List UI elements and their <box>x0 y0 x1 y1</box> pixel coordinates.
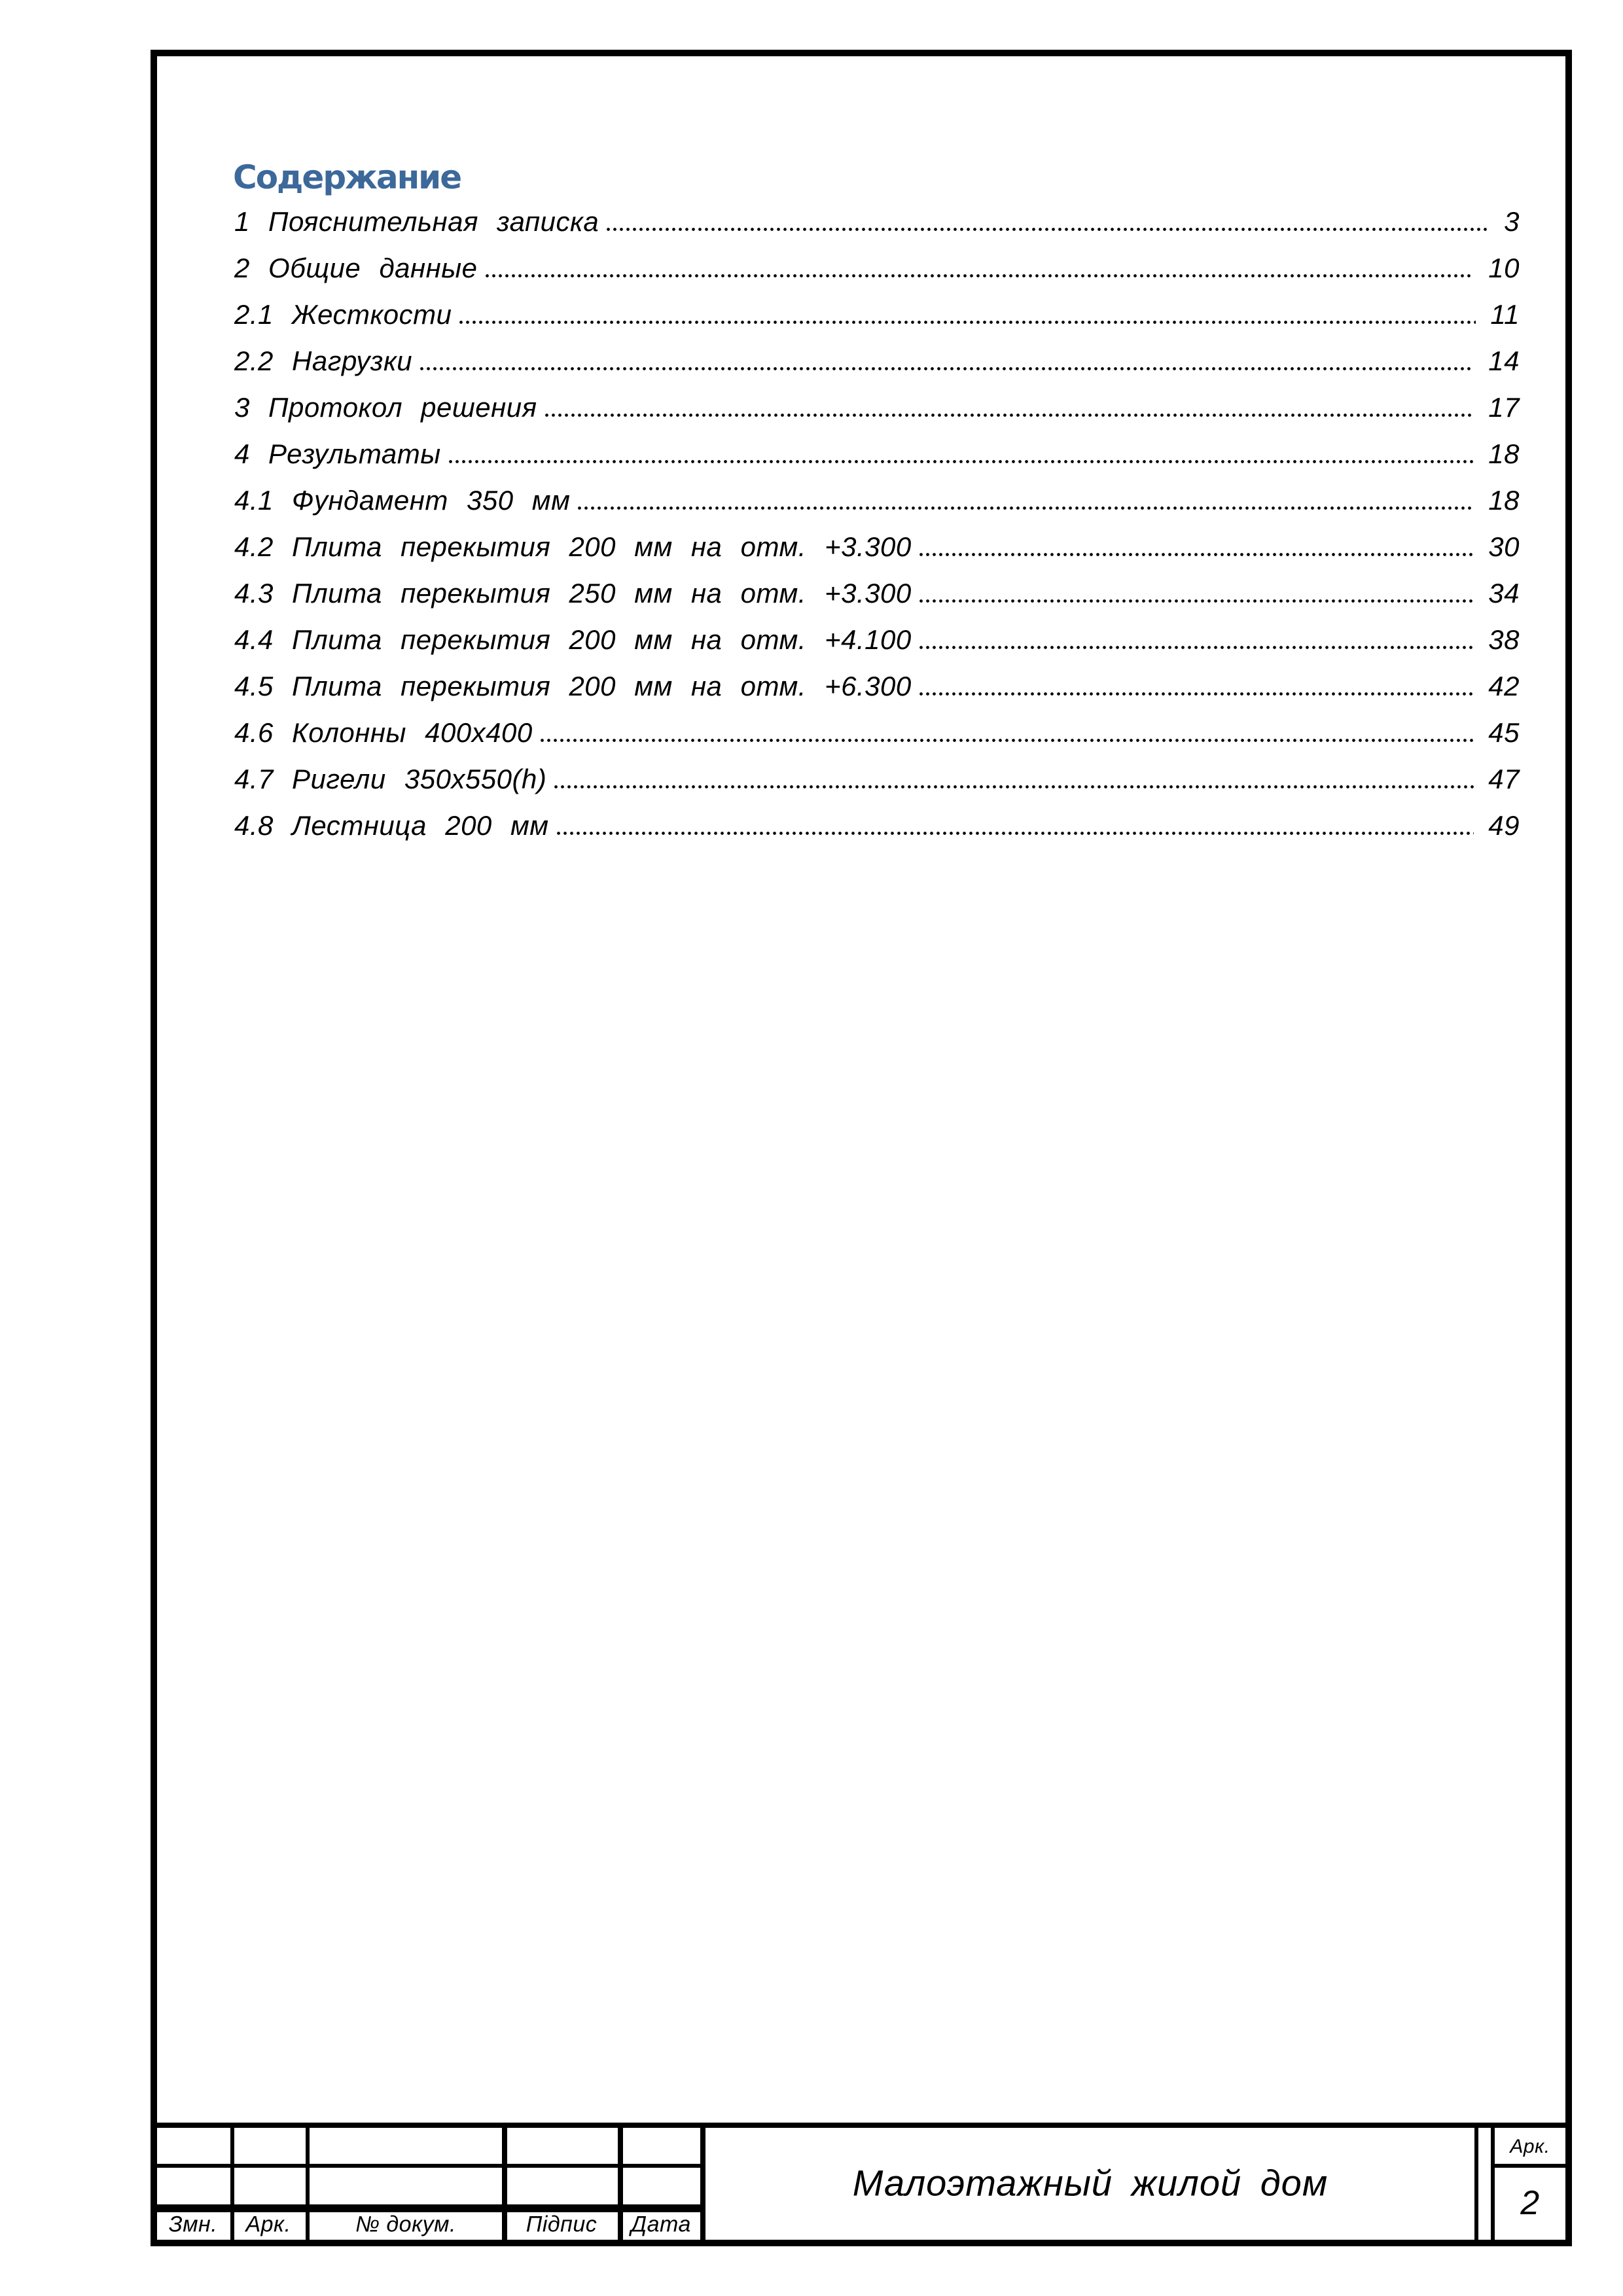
toc-entry-label: 2.1 Жесткости <box>234 298 452 330</box>
toc-page-number: 17 <box>1488 391 1520 423</box>
toc-entry-label: 4 Результаты <box>234 438 441 469</box>
title-block-label-date: Дата <box>631 2212 691 2237</box>
toc-entry-label: 4.8 Лестница 200 мм <box>234 809 549 841</box>
toc-page-number: 47 <box>1488 763 1520 794</box>
title-block-line <box>1491 2164 1571 2168</box>
toc-entry-label: 4.5 Плита перекытия 200 мм на отм. +6.300 <box>234 670 912 701</box>
sheet-number: 2 <box>1520 2184 1540 2222</box>
toc-page-number: 18 <box>1488 484 1520 516</box>
dots-leader <box>919 553 1474 556</box>
toc-entry-label: 2.2 Нагрузки <box>234 345 413 376</box>
toc-entry <box>234 608 1520 654</box>
toc-page-number: 49 <box>1488 809 1520 841</box>
toc-entry <box>234 794 1520 840</box>
toc-entry-label: 2 Общие данные <box>234 252 478 283</box>
title-block-line <box>151 2123 1572 2128</box>
toc-page-number: 34 <box>1488 577 1520 609</box>
dots-leader <box>554 785 1474 788</box>
toc-page-number: 10 <box>1488 252 1520 283</box>
toc-entry <box>234 701 1520 747</box>
title-block-line <box>230 2127 234 2240</box>
toc-page-number: 3 <box>1504 205 1520 237</box>
dots-leader <box>919 646 1474 649</box>
title-block-label-zmn: Змн. <box>168 2212 218 2237</box>
toc-page-number: 38 <box>1488 624 1520 655</box>
dots-leader <box>545 414 1474 417</box>
dots-leader <box>919 692 1474 696</box>
toc-page-number: 42 <box>1488 670 1520 701</box>
toc-entry <box>234 515 1520 561</box>
toc-entry <box>234 654 1520 701</box>
toc-entry-label: 4.1 Фундамент 350 мм <box>234 484 571 516</box>
toc-entry-label: 4.4 Плита перекытия 200 мм на отм. +4.100 <box>234 624 912 655</box>
title-block-line <box>157 2204 705 2212</box>
toc-page-number: 30 <box>1488 531 1520 562</box>
dots-leader <box>486 274 1474 277</box>
title-block-line <box>700 2127 705 2240</box>
toc-page-number: 14 <box>1488 345 1520 376</box>
title-block-line <box>306 2127 310 2240</box>
dots-leader <box>578 506 1474 510</box>
dots-leader <box>557 832 1474 835</box>
toc-page-number: 11 <box>1490 298 1520 330</box>
title-block-line <box>502 2127 507 2240</box>
title-block-label-doc-num: № докум. <box>355 2212 456 2237</box>
title-block-line <box>1474 2127 1478 2240</box>
toc-entry <box>234 376 1520 422</box>
toc-entry-label: 4.3 Плита перекытия 250 мм на отм. +3.300 <box>234 577 912 609</box>
dots-leader <box>919 599 1474 603</box>
title-block-line <box>1491 2127 1495 2240</box>
title-block-line <box>157 2164 705 2168</box>
toc-entry <box>234 747 1520 794</box>
toc-page-number: 18 <box>1488 438 1520 469</box>
toc-entry-label: 4.6 Колонны 400х400 <box>234 716 533 748</box>
dots-leader <box>459 321 1476 324</box>
toc-entry <box>234 561 1520 608</box>
toc-entry <box>234 236 1520 283</box>
title-block-label-signature: Підпис <box>526 2212 597 2237</box>
document-title: Малоэтажный жилой дом <box>852 2162 1329 2204</box>
dots-leader <box>607 228 1489 231</box>
title-block-line <box>618 2127 623 2240</box>
toc-entry <box>234 283 1520 329</box>
dots-leader <box>449 460 1474 463</box>
toc-entry-label: 3 Протокол решения <box>234 391 537 423</box>
toc-entry <box>234 190 1520 236</box>
toc-page-number: 45 <box>1488 716 1520 748</box>
toc-entry <box>234 468 1520 515</box>
page-title: Содержание <box>233 158 461 196</box>
title-block-label-ark: Арк. <box>245 2212 291 2237</box>
toc-entry <box>234 422 1520 468</box>
toc-list <box>234 190 1520 840</box>
sheet-label: Арк. <box>1510 2136 1550 2157</box>
toc-entry-label: 4.2 Плита перекытия 200 мм на отм. +3.300 <box>234 531 912 562</box>
toc-entry <box>234 329 1520 376</box>
toc-entry-label: 4.7 Ригели 350х550(h) <box>234 763 547 794</box>
dots-leader <box>541 739 1474 742</box>
toc-entry-label: 1 Пояснительная записка <box>234 205 599 237</box>
dots-leader <box>420 367 1474 370</box>
